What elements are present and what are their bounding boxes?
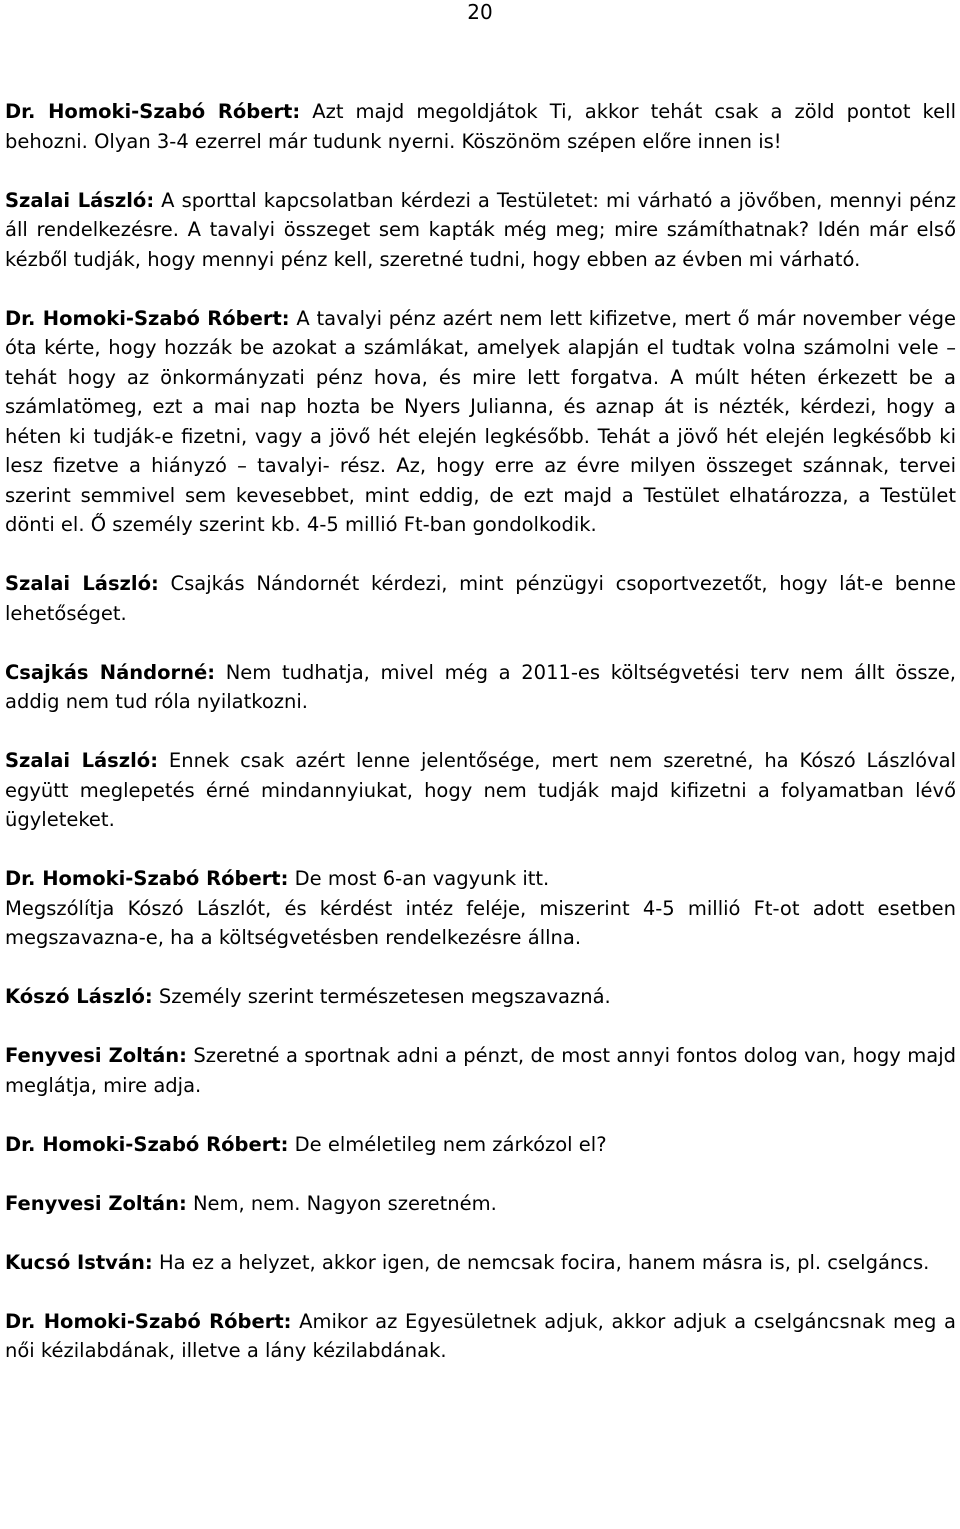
paragraph-text: Csajkás Nándornét kérdezi, mint pénzügyi csoportvezetőt, hogy lát-e benne lehetőséget. [5,572,957,625]
paragraph-13 [5,1248,956,1278]
paragraph-text: De most 6-an vagyunk itt. [288,867,550,890]
paragraph-text: Ennek csak azért lenne jelentősége, mert nem szeretné, ha Kószó Lászlóval együtt meglepetés érné mindannyiukat, hogy nem tudják majd kifizetni a folyamatban lévő ügyleteket. [5,749,956,831]
paragraph-text: Szeretné a sportnak adni a pénzt, de most annyi fontos dolog van, hogy majd meglátja, mire adja. [5,1044,956,1097]
speaker-name: Dr. Homoki-Szabó Róbert: [5,306,290,330]
speaker-name: Szalai László: [5,749,159,772]
speaker-name: Kucsó István: [5,1250,153,1274]
speaker-name: Fenyvesi Zoltán: [5,1044,187,1067]
paragraph-text: Személy szerint természetesen megszavazná. [152,985,611,1008]
speaker-name: Kószó László: [5,985,153,1008]
speaker-name: Szalai László: [5,188,155,212]
paragraph-11 [5,1130,956,1160]
paragraph-9 [5,982,956,1012]
speaker-name: Dr. Homoki-Szabó Róbert: [5,867,289,890]
paragraph-3 [5,304,956,540]
page-number: 20 [467,0,493,24]
paragraph-text: Amikor az Egyesületnek adjuk, akkor adjuk a cselgáncsnak meg a női kézilabdának, illetve a lány kézilabdának. [5,1309,956,1362]
speaker-name: Fenyvesi Zoltán: [5,1191,187,1215]
paragraph-12 [5,1189,956,1219]
paragraph-text: Nem tudhatja, mivel még a 2011-es költségvetési terv nem állt össze, addig nem tud róla nyilatkozni. [5,660,957,713]
speaker-name: Dr. Homoki-Szabó Róbert: [5,100,301,123]
paragraph-8 [5,894,956,953]
paragraph-14 [5,1307,956,1366]
paragraph-text: Nem, nem. Nagyon szeretném. [186,1191,497,1215]
document-body [5,97,956,1366]
paragraph-6 [5,746,956,835]
paragraph-10 [5,1041,956,1100]
paragraph-text: Azt majd megoldjátok Ti, akkor tehát csak a zöld pontot kell behozni. Olyan 3-4 ezerrel már tudunk nyerni. Köszönöm szépen előre innen is! [5,100,956,153]
paragraph-text: Ha ez a helyzet, akkor igen, de nemcsak focira, hanem másra is, pl. cselgáncs. [152,1250,930,1274]
paragraph-text: Megszólítja Kószó Lászlót, és kérdést intéz feléje, miszerint 4-5 millió Ft-ot adott esetben megszavazna-e, ha a költségvetésben rendelkezésre állna. [5,896,956,949]
paragraph-5 [5,658,956,717]
paragraph-text: A sporttal kapcsolatban kérdezi a Testületet: mi várható a jövőben, mennyi pénz áll rendelkezésre. A tavalyi összeget sem kapták még meg; mire számíthatnak? Idén már első kézből tudják, hogy mennyi pénz kell, szeretné tudni, hogy ebben az évben mi várható. [5,188,956,271]
speaker-name: Szalai László: [5,572,159,595]
paragraph-4 [5,569,956,628]
paragraph-text: De elméletileg nem zárkózol el? [288,1132,607,1156]
speaker-name: Dr. Homoki-Szabó Róbert: [5,1309,292,1333]
paragraph-text: A tavalyi pénz azért nem lett kifizetve, mert ő már november vége óta kérte, hogy hozzák be azokat a számlákat, amelyek alapján el tudtak volna számolni vele –tehát hogy az önkormányzati pénz hova, és mire lett forgatva. A múlt héten érkezett be a számlatömeg, ezt a mai nap hozta be Nyers Julianna, és aznap át is nézték, kérdezi, hogy a héten ki tudják-e fizetni, vagy a jövő hét elején legkésőbb. Tehát a jövő hét elején legkésőbb ki lesz fizetve a hiányzó – tavalyi- rész. Az, hogy erre az évre milyen összeget szánnak, tervei szerint semmivel sem kevesebbet, mint eddig, de ezt majd a Testület elhatározza, a Testület dönti el. Ő személy szerint kb. 4-5 millió Ft-ban gondolkodik. [5,306,956,536]
speaker-name: Dr. Homoki-Szabó Róbert: [5,1132,289,1156]
paragraph-1 [5,97,956,156]
speaker-name: Csajkás Nándorné: [5,660,216,684]
paragraph-2 [5,186,956,275]
paragraph-7 [5,864,956,894]
